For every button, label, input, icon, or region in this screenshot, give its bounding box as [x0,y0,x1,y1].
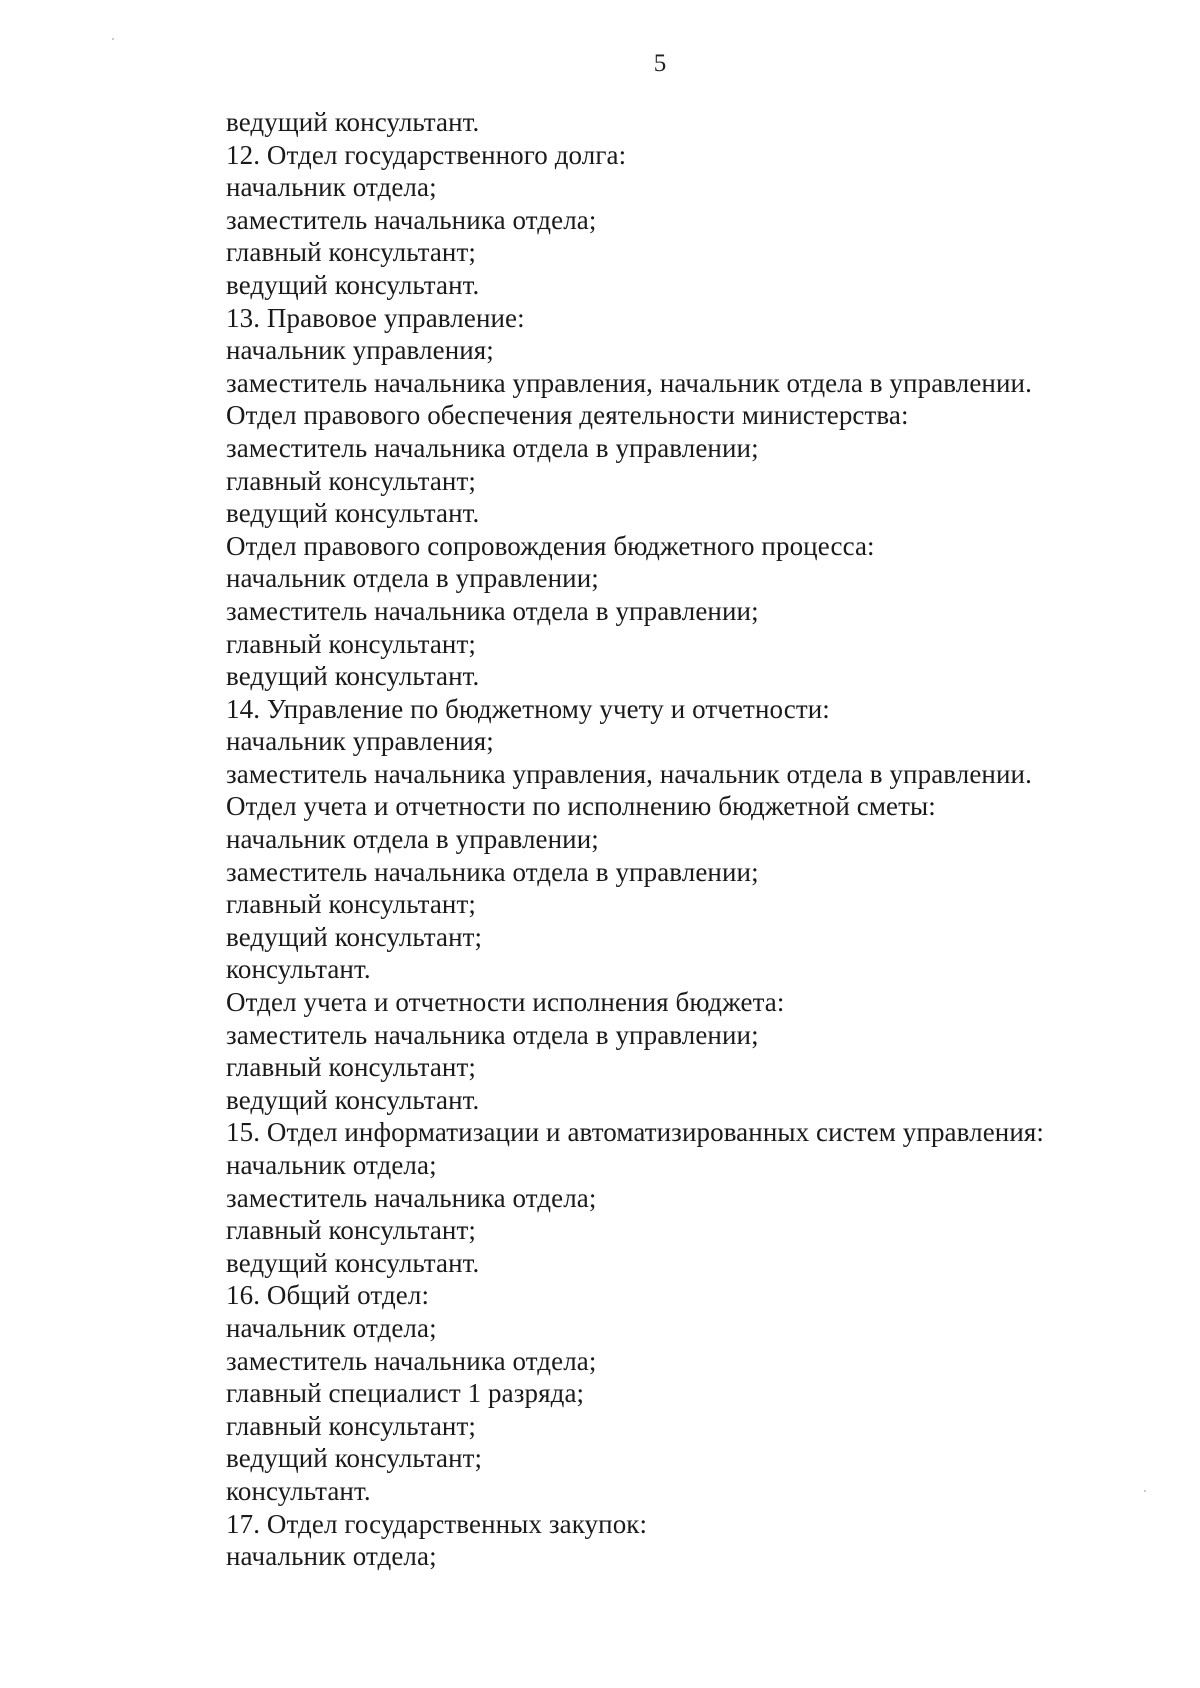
text-line: ведущий консультант; [226,1443,483,1474]
text-line: консультант. [226,954,371,985]
text-line: начальник отдела; [226,1312,437,1343]
text-line: главный консультант; [226,1215,476,1246]
text-line: заместитель начальника отдела в управлении; [226,595,759,626]
text-line: Отдел правового сопровождения бюджетного процесса: [226,530,875,561]
text-line: Отдел учета и отчетности исполнения бюджета: [226,987,785,1018]
text-line: начальник отдела; [226,1150,437,1180]
scan-speck [1144,1490,1146,1492]
text-line: 17. Отдел государственных закупок: [226,1508,648,1539]
text-line: заместитель начальника отдела в управлении; [226,1019,759,1050]
text-line: ведущий консультант. [226,661,480,692]
text-line: начальник отдела; [226,1541,437,1572]
text-line: заместитель начальника управления, начальник отдела в управлении. [226,758,1032,789]
text-line: начальник управления; [226,335,494,366]
text-line: заместитель начальника отдела; [226,1182,597,1213]
text-line: заместитель начальника отдела; [226,204,597,235]
text-line: ведущий консультант. [226,269,480,300]
text-line: 15. Отдел информатизации и автоматизированных систем управления: [226,1117,1044,1148]
text-line: главный консультант; [226,237,476,268]
text-line: главный консультант; [226,628,476,659]
text-line: главный специалист 1 разряда; [226,1378,585,1409]
text-line: начальник управления; [226,726,494,757]
text-line: начальник отдела в управлении; [226,824,599,855]
text-line: заместитель начальника отдела в управлении; [226,856,759,887]
text-line: ведущий консультант; [226,921,483,952]
text-line: главный консультант; [226,889,476,920]
text-line: 13. Правовое управление: [226,302,525,333]
text-line: заместитель начальника отдела; [226,1345,597,1376]
text-line: ведущий консультант. [226,107,480,137]
text-line: главный консультант; [226,1410,476,1441]
text-line: 14. Управление по бюджетному учету и отчетности: [226,693,830,724]
text-line: главный консультант; [226,465,476,496]
text-line: ведущий консультант. [226,1247,480,1278]
text-line: начальник отдела; [226,172,437,203]
scan-speck [112,38,114,40]
text-line: консультант. [226,1475,371,1506]
text-line: Отдел учета и отчетности по исполнению бюджетной сметы: [226,791,936,822]
text-line: заместитель начальника отдела в управлении; [226,432,759,463]
text-line: 16. Общий отдел: [226,1280,430,1311]
page-number: 5 [653,50,667,77]
text-line: 12. Отдел государственного долга: [226,139,627,170]
text-line: ведущий консультант. [226,498,480,529]
text-line: заместитель начальника управления, начальник отдела в управлении. [226,367,1032,398]
text-line: начальник отдела в управлении; [226,563,599,594]
text-line: Отдел правового обеспечения деятельности министерства: [226,400,909,431]
document-text [226,106,1186,1573]
text-line: главный консультант; [226,1052,476,1083]
text-line: ведущий консультант. [226,1084,480,1115]
